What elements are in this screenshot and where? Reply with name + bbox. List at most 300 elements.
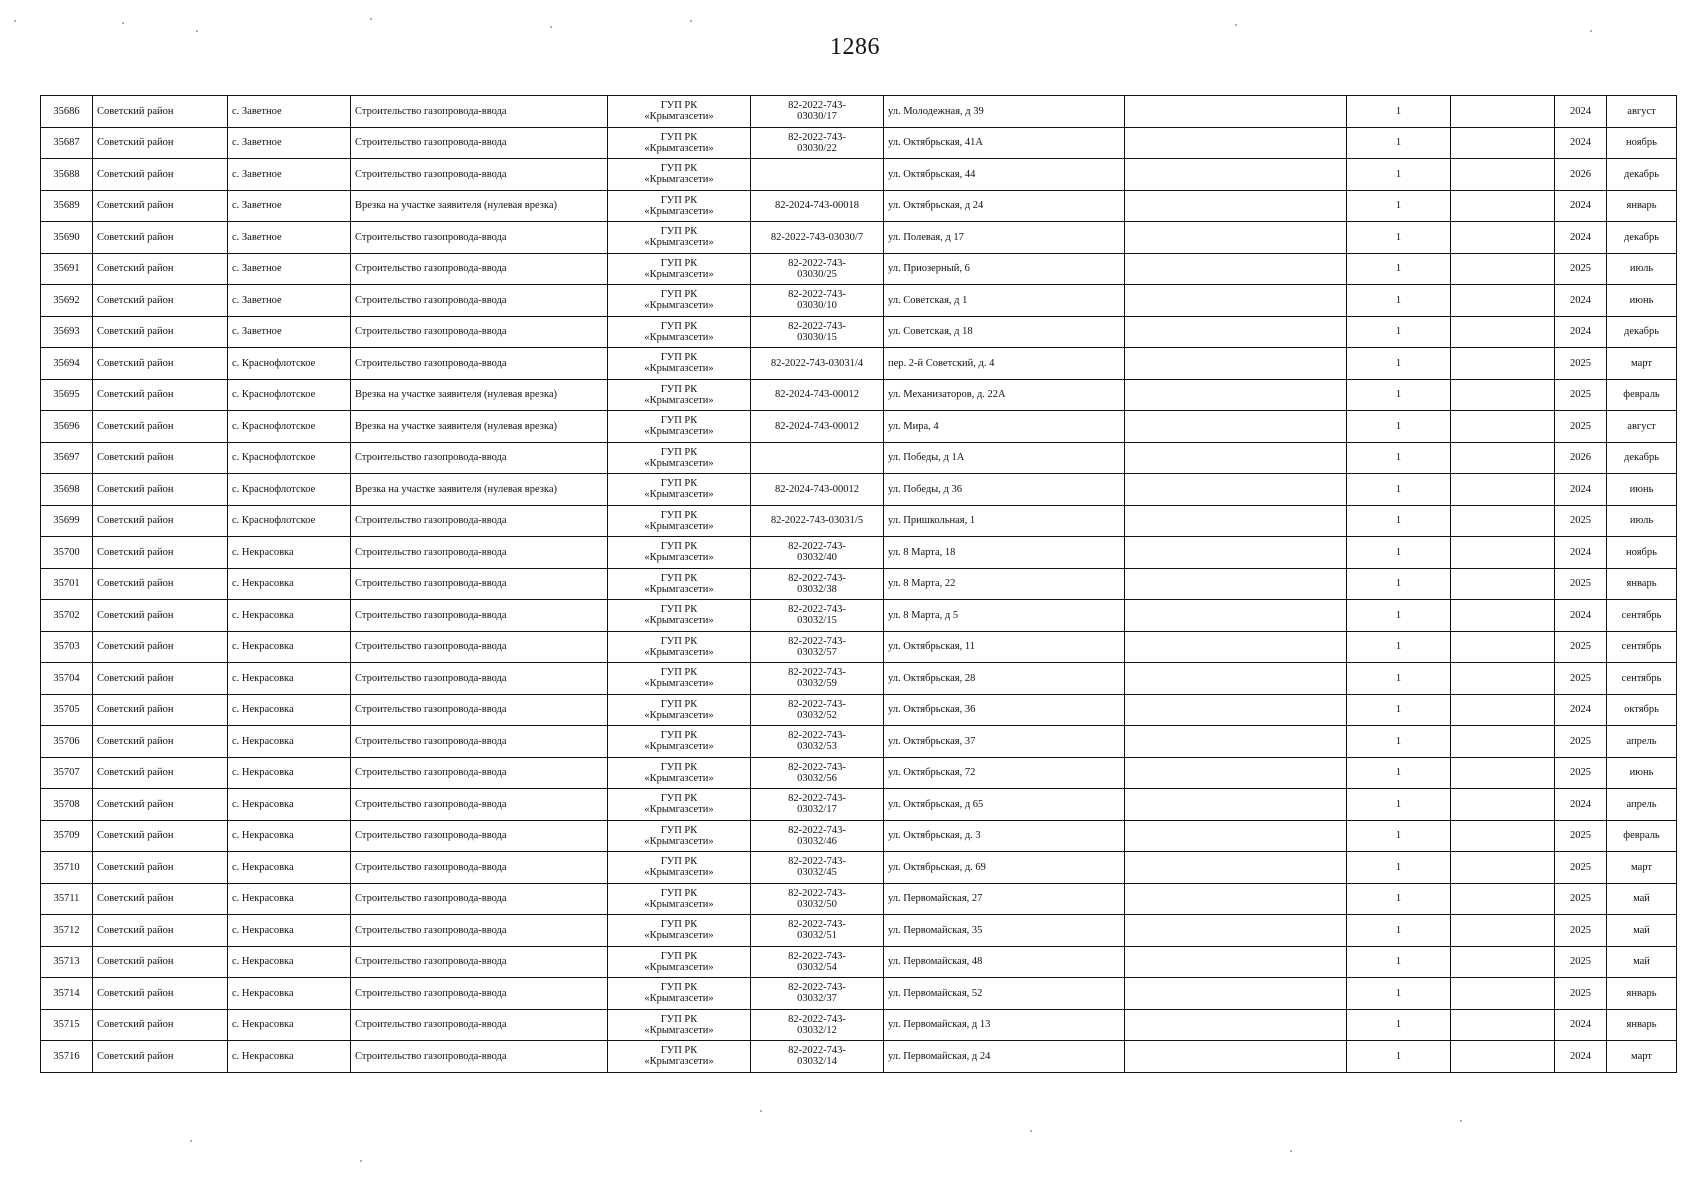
row-number-cell bbox=[41, 285, 93, 317]
spec-number-text: 82-2022-743- bbox=[788, 1013, 846, 1025]
district-text: Советский район bbox=[97, 767, 174, 779]
organization-cell bbox=[608, 253, 751, 285]
year-text: 2025 bbox=[1570, 987, 1591, 999]
month-text: апрель bbox=[1626, 798, 1657, 810]
district-text: Советский район bbox=[97, 1050, 174, 1062]
year-text: 2025 bbox=[1570, 672, 1591, 684]
district-text: Советский район bbox=[97, 168, 174, 180]
row-number-text: 35690 bbox=[53, 231, 80, 243]
empty-cell bbox=[1451, 190, 1555, 222]
quantity-cell bbox=[1347, 663, 1451, 695]
address-cell bbox=[884, 379, 1125, 411]
address-text: ул. Октябрьская, д. 3 bbox=[888, 830, 981, 842]
spec-number-text: 03032/57 bbox=[797, 646, 837, 658]
empty-cell bbox=[1451, 600, 1555, 632]
quantity-cell bbox=[1347, 96, 1451, 128]
district-cell bbox=[93, 726, 228, 758]
work-type-cell bbox=[351, 946, 608, 978]
table-row bbox=[41, 852, 1677, 884]
village-text: с. Некрасовка bbox=[232, 893, 294, 905]
month-text: ноябрь bbox=[1626, 546, 1657, 558]
year-text: 2025 bbox=[1570, 357, 1591, 369]
village-text: с. Некрасовка bbox=[232, 704, 294, 716]
row-number-cell bbox=[41, 600, 93, 632]
quantity-cell bbox=[1347, 253, 1451, 285]
address-cell bbox=[884, 946, 1125, 978]
work-type-text: Строительство газопровода-ввода bbox=[355, 263, 507, 275]
work-type-cell bbox=[351, 915, 608, 947]
empty-cell bbox=[1451, 411, 1555, 443]
organization-text: ГУП РК bbox=[660, 793, 698, 805]
organization-cell bbox=[608, 537, 751, 569]
year-text: 2025 bbox=[1570, 578, 1591, 590]
work-type-text: Строительство газопровода-ввода bbox=[355, 357, 507, 369]
month-cell bbox=[1607, 789, 1677, 821]
spec-number-text: 82-2022-743- bbox=[788, 856, 846, 868]
district-text: Советский район bbox=[97, 420, 174, 432]
row-number-text: 35691 bbox=[53, 263, 80, 275]
spec-number-cell bbox=[751, 883, 884, 915]
work-type-text: Строительство газопровода-ввода bbox=[355, 956, 507, 968]
empty-cell bbox=[1125, 127, 1347, 159]
work-type-cell bbox=[351, 285, 608, 317]
empty-cell bbox=[1451, 820, 1555, 852]
address-text: ул. Приозерный, 6 bbox=[888, 263, 970, 275]
organization-cell bbox=[608, 978, 751, 1010]
organization-text: ГУП РК bbox=[660, 131, 698, 143]
page-number: 1286 bbox=[830, 34, 880, 60]
empty-cell bbox=[1125, 726, 1347, 758]
spec-number-text: 82-2022-743-03031/4 bbox=[770, 357, 864, 369]
row-number-cell bbox=[41, 757, 93, 789]
organization-cell bbox=[608, 1041, 751, 1073]
address-text: ул. Октябрьская, 28 bbox=[888, 672, 976, 684]
spec-number-text: 03030/10 bbox=[797, 300, 837, 312]
organization-text: ГУП РК bbox=[660, 541, 698, 553]
address-cell bbox=[884, 694, 1125, 726]
table-row bbox=[41, 474, 1677, 506]
month-cell bbox=[1607, 127, 1677, 159]
district-cell bbox=[93, 631, 228, 663]
work-type-text: Строительство газопровода-ввода bbox=[355, 1050, 507, 1062]
spec-number-text: 03032/38 bbox=[797, 583, 837, 595]
organization-cell bbox=[608, 915, 751, 947]
quantity-text: 1 bbox=[1395, 515, 1402, 527]
address-cell bbox=[884, 537, 1125, 569]
spec-number-cell bbox=[751, 600, 884, 632]
village-text: с. Заветное bbox=[232, 263, 282, 275]
empty-cell bbox=[1451, 222, 1555, 254]
organization-text: «Крымгазсети» bbox=[644, 678, 714, 690]
month-cell bbox=[1607, 883, 1677, 915]
empty-cell bbox=[1451, 442, 1555, 474]
spec-number-cell bbox=[751, 505, 884, 537]
quantity-text: 1 bbox=[1395, 263, 1402, 275]
empty-cell bbox=[1125, 316, 1347, 348]
village-cell bbox=[228, 159, 351, 191]
organization-text: «Крымгазсети» bbox=[644, 268, 714, 280]
spec-number-cell bbox=[751, 946, 884, 978]
month-text: июнь bbox=[1629, 483, 1654, 495]
organization-cell bbox=[608, 946, 751, 978]
village-cell bbox=[228, 631, 351, 663]
month-text: май bbox=[1633, 924, 1650, 936]
empty-cell bbox=[1451, 253, 1555, 285]
work-type-text: Врезка на участке заявителя (нулевая врезка) bbox=[355, 420, 558, 432]
address-cell bbox=[884, 883, 1125, 915]
work-type-text: Строительство газопровода-ввода bbox=[355, 609, 507, 621]
spec-number-text: 03032/45 bbox=[797, 867, 837, 879]
month-text: июнь bbox=[1629, 767, 1654, 779]
organization-text: «Крымгазсети» bbox=[644, 772, 714, 784]
year-cell bbox=[1555, 348, 1607, 380]
row-number-cell bbox=[41, 379, 93, 411]
year-cell bbox=[1555, 946, 1607, 978]
work-type-text: Строительство газопровода-ввода bbox=[355, 893, 507, 905]
year-text: 2024 bbox=[1570, 326, 1591, 338]
month-text: октябрь bbox=[1624, 704, 1659, 716]
district-text: Советский район bbox=[97, 515, 174, 527]
village-cell bbox=[228, 820, 351, 852]
district-text: Советский район bbox=[97, 137, 174, 149]
district-cell bbox=[93, 915, 228, 947]
spec-number-cell bbox=[751, 285, 884, 317]
quantity-text: 1 bbox=[1395, 1050, 1402, 1062]
table-row bbox=[41, 316, 1677, 348]
district-text: Советский район bbox=[97, 798, 174, 810]
year-cell bbox=[1555, 505, 1607, 537]
address-text: ул. 8 Марта, 22 bbox=[888, 578, 956, 590]
spec-number-text: 82-2022-743- bbox=[788, 1045, 846, 1057]
quantity-cell bbox=[1347, 820, 1451, 852]
organization-text: ГУП РК bbox=[660, 950, 698, 962]
empty-cell bbox=[1451, 978, 1555, 1010]
address-cell bbox=[884, 852, 1125, 884]
organization-text: «Крымгазсети» bbox=[644, 867, 714, 879]
table-row bbox=[41, 726, 1677, 758]
quantity-text: 1 bbox=[1395, 357, 1402, 369]
empty-cell bbox=[1451, 474, 1555, 506]
row-number-cell bbox=[41, 978, 93, 1010]
table-body bbox=[41, 96, 1677, 1073]
work-type-text: Строительство газопровода-ввода bbox=[355, 798, 507, 810]
organization-cell bbox=[608, 568, 751, 600]
address-text: ул. Первомайская, 48 bbox=[888, 956, 983, 968]
address-cell bbox=[884, 411, 1125, 443]
year-cell bbox=[1555, 474, 1607, 506]
organization-text: ГУП РК bbox=[660, 163, 698, 175]
organization-text: «Крымгазсети» bbox=[644, 615, 714, 627]
row-number-cell bbox=[41, 883, 93, 915]
spec-number-cell bbox=[751, 190, 884, 222]
organization-text: ГУП РК bbox=[660, 919, 698, 931]
village-cell bbox=[228, 757, 351, 789]
month-cell bbox=[1607, 348, 1677, 380]
row-number-text: 35688 bbox=[53, 168, 80, 180]
table-row bbox=[41, 253, 1677, 285]
quantity-cell bbox=[1347, 915, 1451, 947]
quantity-text: 1 bbox=[1395, 200, 1402, 212]
organization-cell bbox=[608, 663, 751, 695]
village-text: с. Заветное bbox=[232, 294, 282, 306]
address-text: ул. Октябрьская, 72 bbox=[888, 767, 976, 779]
organization-text: ГУП РК bbox=[660, 635, 698, 647]
month-text: ноябрь bbox=[1626, 137, 1657, 149]
address-cell bbox=[884, 253, 1125, 285]
organization-cell bbox=[608, 789, 751, 821]
quantity-text: 1 bbox=[1395, 704, 1402, 716]
quantity-cell bbox=[1347, 694, 1451, 726]
village-cell bbox=[228, 316, 351, 348]
organization-text: «Крымгазсети» bbox=[644, 300, 714, 312]
organization-text: ГУП РК bbox=[660, 257, 698, 269]
spec-number-cell bbox=[751, 915, 884, 947]
district-cell bbox=[93, 505, 228, 537]
address-text: ул. Октябрьская, д 65 bbox=[888, 798, 984, 810]
address-cell bbox=[884, 505, 1125, 537]
district-cell bbox=[93, 285, 228, 317]
row-number-cell bbox=[41, 253, 93, 285]
month-cell bbox=[1607, 190, 1677, 222]
quantity-cell bbox=[1347, 883, 1451, 915]
spec-number-cell bbox=[751, 348, 884, 380]
month-text: декабрь bbox=[1624, 326, 1659, 338]
organization-text: «Крымгазсети» bbox=[644, 898, 714, 910]
village-cell bbox=[228, 915, 351, 947]
work-type-cell bbox=[351, 348, 608, 380]
spec-number-text: 03032/12 bbox=[797, 1024, 837, 1036]
work-type-cell bbox=[351, 600, 608, 632]
month-cell bbox=[1607, 820, 1677, 852]
address-cell bbox=[884, 474, 1125, 506]
year-cell bbox=[1555, 694, 1607, 726]
address-cell bbox=[884, 757, 1125, 789]
table-row bbox=[41, 411, 1677, 443]
organization-cell bbox=[608, 190, 751, 222]
table-row bbox=[41, 631, 1677, 663]
quantity-cell bbox=[1347, 978, 1451, 1010]
row-number-text: 35711 bbox=[53, 893, 80, 905]
work-type-cell bbox=[351, 505, 608, 537]
row-number-cell bbox=[41, 159, 93, 191]
organization-text: «Крымгазсети» bbox=[644, 174, 714, 186]
district-cell bbox=[93, 946, 228, 978]
row-number-text: 35708 bbox=[53, 798, 80, 810]
village-text: с. Некрасовка bbox=[232, 546, 294, 558]
work-type-text: Строительство газопровода-ввода bbox=[355, 1019, 507, 1031]
district-cell bbox=[93, 852, 228, 884]
year-text: 2024 bbox=[1570, 105, 1591, 117]
village-text: с. Некрасовка bbox=[232, 609, 294, 621]
district-text: Советский район bbox=[97, 704, 174, 716]
row-number-cell bbox=[41, 663, 93, 695]
month-text: январь bbox=[1626, 200, 1657, 212]
quantity-text: 1 bbox=[1395, 641, 1402, 653]
year-text: 2025 bbox=[1570, 767, 1591, 779]
table-row bbox=[41, 379, 1677, 411]
district-cell bbox=[93, 127, 228, 159]
row-number-text: 35693 bbox=[53, 326, 80, 338]
spec-number-cell bbox=[751, 316, 884, 348]
village-text: с. Заветное bbox=[232, 168, 282, 180]
spec-number-cell bbox=[751, 663, 884, 695]
district-text: Советский район bbox=[97, 294, 174, 306]
village-cell bbox=[228, 537, 351, 569]
table-row bbox=[41, 127, 1677, 159]
empty-cell bbox=[1125, 442, 1347, 474]
row-number-text: 35713 bbox=[53, 956, 80, 968]
work-type-cell bbox=[351, 631, 608, 663]
empty-cell bbox=[1125, 190, 1347, 222]
organization-cell bbox=[608, 600, 751, 632]
organization-cell bbox=[608, 694, 751, 726]
work-type-text: Строительство газопровода-ввода bbox=[355, 704, 507, 716]
village-cell bbox=[228, 568, 351, 600]
village-cell bbox=[228, 946, 351, 978]
quantity-cell bbox=[1347, 316, 1451, 348]
quantity-text: 1 bbox=[1395, 924, 1402, 936]
row-number-text: 35697 bbox=[53, 452, 80, 464]
address-text: ул. Мира, 4 bbox=[888, 420, 939, 432]
spec-number-text: 03030/22 bbox=[797, 142, 837, 154]
address-text: ул. Первомайская, 27 bbox=[888, 893, 983, 905]
table-row bbox=[41, 505, 1677, 537]
empty-cell bbox=[1125, 978, 1347, 1010]
month-cell bbox=[1607, 253, 1677, 285]
work-type-cell bbox=[351, 663, 608, 695]
village-cell bbox=[228, 694, 351, 726]
address-text: ул. 8 Марта, д 5 bbox=[888, 609, 959, 621]
address-cell bbox=[884, 978, 1125, 1010]
district-cell bbox=[93, 96, 228, 128]
year-cell bbox=[1555, 537, 1607, 569]
empty-cell bbox=[1125, 757, 1347, 789]
empty-cell bbox=[1451, 537, 1555, 569]
work-type-cell bbox=[351, 537, 608, 569]
quantity-text: 1 bbox=[1395, 137, 1402, 149]
month-cell bbox=[1607, 663, 1677, 695]
row-number-cell bbox=[41, 946, 93, 978]
spec-number-text: 03032/14 bbox=[797, 1056, 837, 1068]
organization-text: «Крымгазсети» bbox=[644, 741, 714, 753]
spec-number-cell bbox=[751, 820, 884, 852]
quantity-cell bbox=[1347, 411, 1451, 443]
spec-number-cell bbox=[751, 757, 884, 789]
village-cell bbox=[228, 789, 351, 821]
spec-number-text: 03032/54 bbox=[797, 961, 837, 973]
quantity-text: 1 bbox=[1395, 830, 1402, 842]
village-text: с. Некрасовка bbox=[232, 1019, 294, 1031]
work-type-text: Строительство газопровода-ввода bbox=[355, 546, 507, 558]
spec-number-cell bbox=[751, 379, 884, 411]
organization-text: ГУП РК bbox=[660, 572, 698, 584]
work-type-cell bbox=[351, 1009, 608, 1041]
quantity-cell bbox=[1347, 379, 1451, 411]
spec-number-text: 03030/25 bbox=[797, 268, 837, 280]
row-number-text: 35694 bbox=[53, 357, 80, 369]
district-text: Советский район bbox=[97, 389, 174, 401]
empty-cell bbox=[1125, 568, 1347, 600]
spec-number-cell bbox=[751, 1041, 884, 1073]
organization-text: ГУП РК bbox=[660, 667, 698, 679]
row-number-text: 35715 bbox=[53, 1019, 80, 1031]
quantity-text: 1 bbox=[1395, 546, 1402, 558]
empty-cell bbox=[1125, 348, 1347, 380]
table-row bbox=[41, 96, 1677, 128]
quantity-cell bbox=[1347, 852, 1451, 884]
table-row bbox=[41, 1009, 1677, 1041]
spec-number-text: 03032/17 bbox=[797, 804, 837, 816]
empty-cell bbox=[1451, 883, 1555, 915]
year-cell bbox=[1555, 285, 1607, 317]
address-cell bbox=[884, 600, 1125, 632]
quantity-text: 1 bbox=[1395, 956, 1402, 968]
spec-number-text: 03030/17 bbox=[797, 111, 837, 123]
organization-text: «Крымгазсети» bbox=[644, 111, 714, 123]
district-cell bbox=[93, 537, 228, 569]
village-cell bbox=[228, 411, 351, 443]
organization-text: «Крымгазсети» bbox=[644, 520, 714, 532]
year-text: 2025 bbox=[1570, 956, 1591, 968]
work-type-text: Строительство газопровода-ввода bbox=[355, 735, 507, 747]
empty-cell bbox=[1125, 852, 1347, 884]
year-cell bbox=[1555, 568, 1607, 600]
village-text: с. Некрасовка bbox=[232, 578, 294, 590]
quantity-text: 1 bbox=[1395, 735, 1402, 747]
organization-text: ГУП РК bbox=[660, 446, 698, 458]
row-number-text: 35706 bbox=[53, 735, 80, 747]
work-type-cell bbox=[351, 694, 608, 726]
district-cell bbox=[93, 568, 228, 600]
work-type-cell bbox=[351, 726, 608, 758]
year-cell bbox=[1555, 316, 1607, 348]
work-type-text: Строительство газопровода-ввода bbox=[355, 231, 507, 243]
row-number-text: 35712 bbox=[53, 924, 80, 936]
organization-text: «Крымгазсети» bbox=[644, 363, 714, 375]
table-row bbox=[41, 663, 1677, 695]
table-row bbox=[41, 348, 1677, 380]
empty-cell bbox=[1451, 915, 1555, 947]
address-cell bbox=[884, 190, 1125, 222]
district-text: Советский район bbox=[97, 609, 174, 621]
village-text: с. Краснофлотское bbox=[232, 483, 316, 495]
year-cell bbox=[1555, 411, 1607, 443]
quantity-cell bbox=[1347, 159, 1451, 191]
address-cell bbox=[884, 915, 1125, 947]
work-type-text: Строительство газопровода-ввода bbox=[355, 641, 507, 653]
organization-text: ГУП РК bbox=[660, 226, 698, 238]
organization-cell bbox=[608, 1009, 751, 1041]
year-cell bbox=[1555, 1041, 1607, 1073]
organization-text: «Крымгазсети» bbox=[644, 709, 714, 721]
empty-cell bbox=[1125, 411, 1347, 443]
village-cell bbox=[228, 474, 351, 506]
spec-number-text: 03032/15 bbox=[797, 615, 837, 627]
village-text: с. Краснофлотское bbox=[232, 389, 316, 401]
spec-number-text: 82-2022-743- bbox=[788, 100, 846, 112]
year-cell bbox=[1555, 379, 1607, 411]
row-number-text: 35709 bbox=[53, 830, 80, 842]
empty-cell bbox=[1125, 600, 1347, 632]
village-cell bbox=[228, 190, 351, 222]
empty-cell bbox=[1125, 222, 1347, 254]
organization-cell bbox=[608, 852, 751, 884]
row-number-text: 35698 bbox=[53, 483, 80, 495]
year-text: 2024 bbox=[1570, 609, 1591, 621]
spec-number-text: 82-2022-743- bbox=[788, 667, 846, 679]
quantity-cell bbox=[1347, 726, 1451, 758]
row-number-cell bbox=[41, 852, 93, 884]
